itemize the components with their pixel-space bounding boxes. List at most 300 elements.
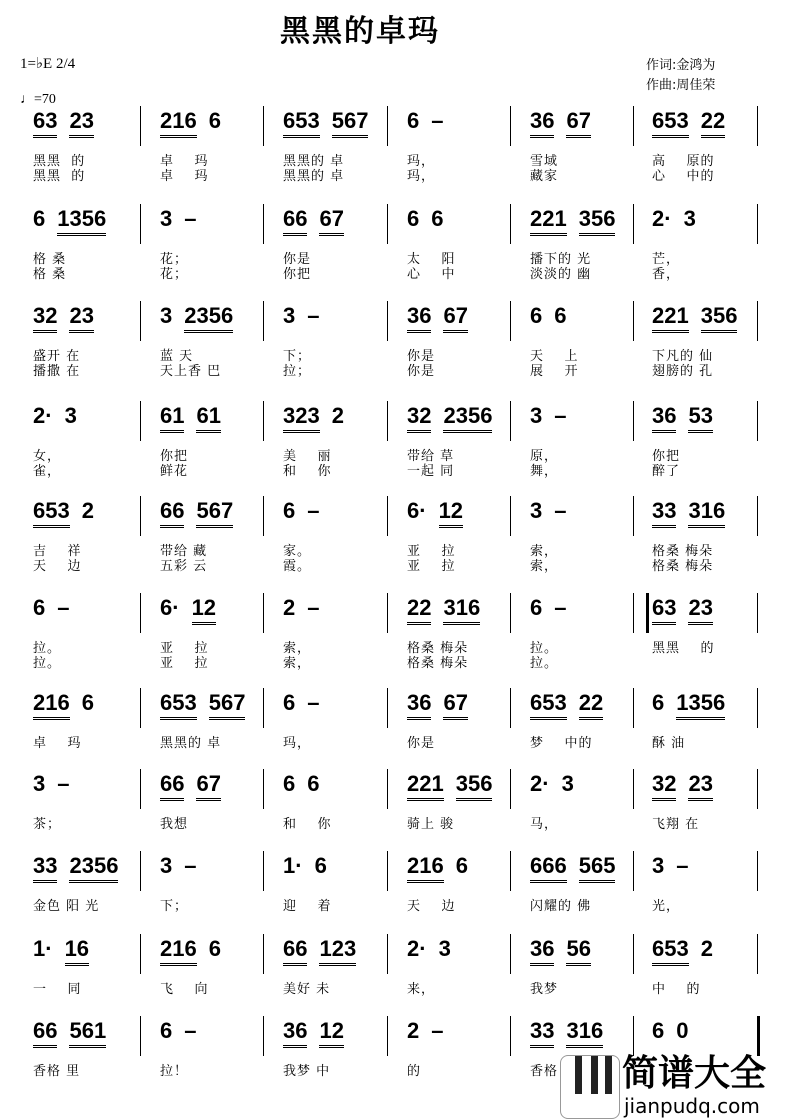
lyric-text: 蓝 天 [160, 349, 194, 364]
lyric-text: 播撒 在 [33, 364, 81, 379]
measure [283, 1018, 356, 1048]
barline [510, 301, 511, 341]
measure [407, 595, 492, 625]
measure [283, 595, 332, 625]
note-group: 56 [566, 936, 590, 966]
measure [530, 1018, 615, 1048]
measure [160, 303, 245, 333]
lyric-text: 香格 [530, 1064, 559, 1079]
lyric-text: 藏家 [530, 169, 559, 184]
lyric-text: 和 你 [283, 464, 332, 479]
note-group: 2356 [69, 853, 118, 883]
barline [757, 769, 758, 809]
lyric-text: 我梦 [530, 982, 559, 997]
lyric-text: 芒， [652, 252, 681, 267]
note-group: 221 [652, 303, 689, 333]
watermark-name: 简谱大全 [622, 1053, 767, 1094]
measure [283, 403, 356, 433]
lyric-text: 美好 未 [283, 982, 331, 997]
measure [160, 108, 233, 138]
measure [530, 853, 627, 883]
lyric-text: 美 丽 [283, 449, 332, 464]
lyric-text: 女， [33, 449, 62, 464]
barline [757, 401, 758, 441]
note-group: 66 [160, 498, 184, 528]
note-group: 22 [579, 690, 603, 720]
barline [510, 934, 511, 974]
measure [160, 936, 233, 966]
measure [652, 595, 725, 625]
lyric-text: 格桑 梅朵 [652, 544, 714, 559]
measure [283, 303, 332, 333]
note-group: 123 [319, 936, 356, 966]
lyric-text: 雪域 [530, 154, 559, 169]
measure [407, 853, 480, 883]
lyric-text: 你把 [652, 449, 681, 464]
lyric-text: 播下的 光 [530, 252, 592, 267]
measure [530, 403, 579, 433]
note-group: – [431, 1018, 444, 1043]
measure [407, 498, 475, 528]
note-group: – [184, 1018, 197, 1043]
piano-keys-icon [560, 1055, 620, 1119]
note-group: 6 [283, 498, 296, 523]
barline [263, 593, 264, 633]
barline [633, 688, 634, 728]
staff-row [0, 498, 785, 598]
lyric-text: 卓 玛 [33, 736, 82, 751]
barline [633, 401, 634, 441]
note-group: 66 [33, 1018, 57, 1048]
lyric-text: 心 中 [407, 267, 456, 282]
note-group: 221 [407, 771, 444, 801]
note-group: 323 [283, 403, 320, 433]
lyric-text: 原， [530, 449, 559, 464]
measure [33, 303, 106, 333]
note-group: 6 [283, 771, 296, 796]
note-group: – [307, 303, 320, 328]
note-group: 6 [208, 936, 221, 961]
note-group: 653 [160, 690, 197, 720]
note-group: 3 [652, 853, 665, 878]
note-group: 6 [33, 595, 46, 620]
lyric-text: 格桑 梅朵 [407, 641, 469, 656]
measure [33, 771, 82, 801]
note-group: 356 [579, 206, 616, 236]
barline [263, 204, 264, 244]
note-group: 3 [283, 303, 296, 328]
note-group: 316 [566, 1018, 603, 1048]
lyric-text: 亚 拉 [407, 544, 456, 559]
note-group: 2356 [443, 403, 492, 433]
measure [652, 303, 749, 333]
barline [633, 851, 634, 891]
note-group: 2 [331, 403, 344, 428]
lyric-text: 玛， [407, 154, 436, 169]
lyric-text: 霞。 [283, 559, 312, 574]
credits [646, 56, 715, 96]
note-group: 67 [319, 206, 343, 236]
lyric-text: 索， [530, 544, 559, 559]
lyric-text: 我梦 中 [283, 1064, 331, 1079]
lyric-text: 的 [407, 1064, 422, 1079]
note-group: 66 [160, 771, 184, 801]
staff-row [0, 108, 785, 208]
barline [757, 688, 758, 728]
barline [140, 688, 141, 728]
lyric-text: 格桑 梅朵 [407, 656, 469, 671]
measure [652, 108, 737, 138]
barline [757, 934, 758, 974]
tempo-marking: ♩=70 [20, 92, 56, 107]
measure [33, 690, 106, 720]
final-barline [757, 1016, 760, 1056]
note-group: 23 [688, 771, 712, 801]
note-group: 6 [33, 206, 46, 231]
measure [33, 403, 89, 433]
barline [633, 1016, 634, 1056]
note-group: 1· [33, 936, 53, 961]
measure [652, 498, 737, 528]
note-group: 216 [160, 108, 197, 138]
barline [510, 688, 511, 728]
note-group: 1· [283, 853, 303, 878]
note-group: 565 [579, 853, 616, 883]
lyric-text: 拉。 [33, 656, 62, 671]
lyric-text: 鲜花 [160, 464, 189, 479]
barline [633, 106, 634, 146]
note-group: 67 [443, 303, 467, 333]
note-group: 12 [439, 498, 463, 528]
measure [407, 403, 504, 433]
lyric-text: 一起 同 [407, 464, 455, 479]
barline [387, 769, 388, 809]
barline [757, 301, 758, 341]
measure [160, 1018, 209, 1048]
note-group: – [307, 498, 320, 523]
measure [407, 690, 480, 720]
note-group: 12 [319, 1018, 343, 1048]
barline [633, 496, 634, 536]
note-group: 3 [530, 498, 543, 523]
note-group: 0 [676, 1018, 689, 1043]
barline [510, 106, 511, 146]
note-group: 36 [530, 108, 554, 138]
note-group: 2 [81, 498, 94, 523]
barline [757, 204, 758, 244]
lyric-text: 光， [652, 899, 681, 914]
note-group: – [431, 108, 444, 133]
lyric-text: 你是 [283, 252, 312, 267]
barline [387, 934, 388, 974]
note-group: 3 [438, 936, 451, 961]
barline [263, 401, 264, 441]
note-group: 6 [81, 690, 94, 715]
note-group: 2356 [184, 303, 233, 333]
measure [652, 771, 725, 801]
note-group: 6 [530, 303, 543, 328]
lyric-text: 高 原的 [652, 154, 715, 169]
lyric-text: 舞， [530, 464, 559, 479]
lyric-text: 你是 [407, 736, 436, 751]
note-group: 33 [33, 853, 57, 883]
note-group: 653 [33, 498, 70, 528]
lyric-text: 你是 [407, 364, 436, 379]
note-group: 6 [455, 853, 468, 878]
note-group: 33 [652, 498, 676, 528]
note-group: 2· [407, 936, 427, 961]
barline [263, 496, 264, 536]
note-group: 2· [652, 206, 672, 231]
barline [387, 851, 388, 891]
lyric-text: 你是 [407, 349, 436, 364]
note-group: 653 [530, 690, 567, 720]
measure [33, 206, 118, 236]
lyric-text: 淡淡的 幽 [530, 267, 592, 282]
barline [140, 851, 141, 891]
note-group: 66 [283, 936, 307, 966]
measure [33, 853, 130, 883]
repeat-barline [646, 593, 649, 633]
lyric-text: 玛， [407, 169, 436, 184]
lyric-text: 黑黑的 卓 [160, 736, 222, 751]
note-group: 3 [33, 771, 46, 796]
barline [387, 1016, 388, 1056]
measure [530, 498, 579, 528]
measure [33, 1018, 118, 1048]
barline [510, 401, 511, 441]
lyric-text: 格 桑 [33, 252, 67, 267]
note-group: 567 [209, 690, 246, 720]
song-title: 黑黑的卓玛 [280, 14, 440, 49]
measure [530, 206, 627, 236]
staff-row [0, 206, 785, 306]
note-group: – [184, 853, 197, 878]
note-group: 12 [192, 595, 216, 625]
lyric-text: 拉。 [33, 641, 62, 656]
note-group: 3 [561, 771, 574, 796]
note-group: 6 [554, 303, 567, 328]
lyric-text: 索， [530, 559, 559, 574]
note-group: 653 [652, 936, 689, 966]
lyric-text: 黑黑 的 [652, 641, 715, 656]
note-group: 36 [407, 690, 431, 720]
barline [140, 934, 141, 974]
lyric-text: 天 边 [33, 559, 82, 574]
measure [530, 771, 586, 801]
barline [510, 204, 511, 244]
watermark-logo [560, 1055, 785, 1119]
lyric-text: 金色 阳 光 [33, 899, 100, 914]
measure [530, 595, 579, 625]
measure [283, 108, 380, 138]
note-group: – [676, 853, 689, 878]
measure [652, 403, 725, 433]
measure [407, 936, 463, 966]
note-group: 3 [160, 303, 173, 328]
note-group: 66 [283, 206, 307, 236]
note-group: – [57, 595, 70, 620]
lyric-text: 吉 祥 [33, 544, 82, 559]
note-group: 6 [530, 595, 543, 620]
note-group: 6 [407, 206, 420, 231]
barline [263, 1016, 264, 1056]
measure [407, 206, 456, 236]
lyric-text: 家。 [283, 544, 312, 559]
note-group: 6 [652, 1018, 665, 1043]
barline [263, 688, 264, 728]
lyric-text: 黑黑 的 [33, 154, 86, 169]
note-group: 216 [33, 690, 70, 720]
measure [407, 1018, 456, 1048]
note-group: 666 [530, 853, 567, 883]
note-group: – [307, 690, 320, 715]
note-group: 2· [530, 771, 550, 796]
barline [140, 593, 141, 633]
lyric-text: 展 开 [530, 364, 579, 379]
note-group: – [554, 403, 567, 428]
measure [283, 690, 332, 720]
barline [263, 851, 264, 891]
lyric-text: 你把 [160, 449, 189, 464]
measure [160, 206, 209, 236]
barline [387, 204, 388, 244]
lyric-text: 下； [283, 349, 312, 364]
note-group: – [307, 595, 320, 620]
note-group: – [184, 206, 197, 231]
measure [652, 853, 701, 883]
note-group: 2 [407, 1018, 420, 1043]
lyric-text: 黑黑的 卓 [283, 169, 345, 184]
measure [530, 936, 603, 966]
lyric-text: 天上香 巴 [160, 364, 222, 379]
barline [757, 496, 758, 536]
composer: 作曲:周佳荣 [646, 78, 716, 93]
note-group: 61 [196, 403, 220, 433]
lyric-text: 下； [160, 899, 189, 914]
note-group: 356 [456, 771, 493, 801]
lyric-text: 花； [160, 252, 189, 267]
note-group: 316 [688, 498, 725, 528]
barline [263, 934, 264, 974]
note-group: 2 [700, 936, 713, 961]
lyric-text: 亚 拉 [160, 641, 209, 656]
note-group: 61 [160, 403, 184, 433]
lyric-text: 黑黑的 卓 [283, 154, 345, 169]
measure [407, 771, 504, 801]
note-group: 67 [196, 771, 220, 801]
barline [633, 301, 634, 341]
barline [140, 301, 141, 341]
lyric-text: 五彩 云 [160, 559, 208, 574]
measure [283, 498, 332, 528]
barline [510, 1016, 511, 1056]
staff-row [0, 303, 785, 403]
note-group: 6 [160, 1018, 173, 1043]
note-group: 23 [688, 595, 712, 625]
note-group: 1356 [57, 206, 106, 236]
barline [510, 851, 511, 891]
note-group: 22 [407, 595, 431, 625]
measure [283, 853, 339, 883]
note-group: 653 [652, 108, 689, 138]
measure [530, 690, 615, 720]
lyric-text: 拉。 [530, 656, 559, 671]
note-group: 3 [683, 206, 696, 231]
note-group: 6 [307, 771, 320, 796]
lyric-text: 拉； [283, 364, 312, 379]
barline [140, 769, 141, 809]
staff-row [0, 403, 785, 503]
note-group: 6· [160, 595, 180, 620]
note-group: 23 [69, 108, 93, 138]
barline [633, 769, 634, 809]
measure [652, 690, 737, 720]
note-group: 36 [530, 936, 554, 966]
note-group: 6 [431, 206, 444, 231]
note-group: 216 [160, 936, 197, 966]
barline [263, 769, 264, 809]
barline [633, 593, 634, 633]
note-group: 32 [652, 771, 676, 801]
note-group: 32 [407, 403, 431, 433]
note-group: 67 [443, 690, 467, 720]
lyric-text: 天 上 [530, 349, 579, 364]
lyric-text: 太 阳 [407, 252, 456, 267]
barline [510, 593, 511, 633]
lyric-text: 迎 着 [283, 899, 332, 914]
note-group: 356 [701, 303, 738, 333]
lyric-text: 卓 玛 [160, 154, 209, 169]
measure [160, 403, 233, 433]
lyric-text: 格桑 梅朵 [652, 559, 714, 574]
barline [757, 106, 758, 146]
measure [160, 498, 245, 528]
note-group: 2· [33, 403, 53, 428]
measure [652, 1018, 701, 1048]
barline [757, 851, 758, 891]
measure [283, 771, 332, 801]
note-group: 6 [314, 853, 327, 878]
lyric-text: 亚 拉 [160, 656, 209, 671]
note-group: 6· [407, 498, 427, 523]
note-group: 22 [701, 108, 725, 138]
barline [263, 301, 264, 341]
barline [757, 593, 758, 633]
lyric-text: 下凡的 仙 [652, 349, 714, 364]
lyric-text: 梦 中的 [530, 736, 593, 751]
barline [387, 496, 388, 536]
lyric-text: 玛， [283, 736, 312, 751]
barline [387, 593, 388, 633]
lyric-text: 拉。 [530, 641, 559, 656]
barline [140, 204, 141, 244]
measure [33, 595, 82, 625]
lyric-text: 醉了 [652, 464, 681, 479]
note-group: 63 [652, 595, 676, 625]
lyric-text: 来， [407, 982, 436, 997]
measure [530, 303, 579, 333]
note-group: 6 [652, 690, 665, 715]
lyric-text: 索， [283, 641, 312, 656]
note-group: 53 [688, 403, 712, 433]
lyric-text: 中 的 [652, 982, 701, 997]
lyric-text: 你把 [283, 267, 312, 282]
lyric-text: 一 同 [33, 982, 82, 997]
note-group: 67 [566, 108, 590, 138]
lyric-text: 我想 [160, 817, 189, 832]
barline [387, 688, 388, 728]
